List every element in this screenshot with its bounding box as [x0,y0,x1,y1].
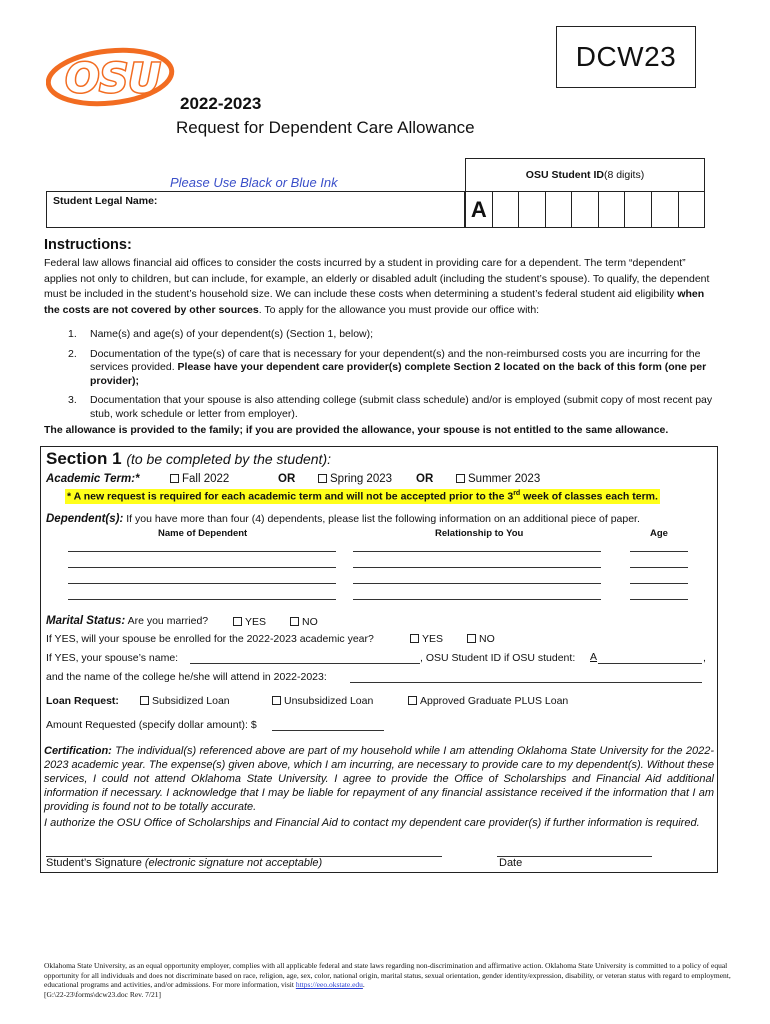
list-text: Name(s) and age(s) of your dependent(s) (Section 1, below); [90,328,374,340]
dependent-name-line[interactable] [68,567,336,568]
spouse-id-label: , OSU Student ID if OSU student: [420,652,576,664]
list-item [68,394,718,421]
list-text: Documentation of the type(s) of care that is necessary for your dependent(s) and the non-reimbursed costs you are incurring for the services provided. [90,347,701,373]
dependent-name-line[interactable] [68,583,336,584]
student-id-digit[interactable] [599,192,626,228]
student-id-digit[interactable] [652,192,679,228]
married-question: Are you married? [125,615,209,627]
footer-text: Oklahoma State University, as an equal opportunity employer, complies with all applicable federal and state laws regarding non-discrimination and affirmative action. Oklahoma State University is committed to a policy of equal opportunity for all individuals and does not discriminate based on race, religion, age, sex, color, national origin, marital status, sexual orientation, gender identity/expression, disability, or veteran status with regard to employment, educational programs and activities, and/or admissions. For more information, visit [44,961,731,990]
date-label: Date [499,857,523,869]
osu-logo [46,46,180,110]
signature-label: Student’s Signature [46,857,142,869]
column-header-age: Age [650,528,668,539]
eeo-link[interactable]: https://eeo.okstate.edu [295,980,363,990]
page-title: Request for Dependent Care Allowance [176,118,475,137]
term-label: Fall 2022 [182,473,230,485]
allowance-note: The allowance is provided to the family; if you are provided the allowance, your spouse is not entitled to the same allowance. [44,424,669,436]
dependent-name-line[interactable] [68,551,336,552]
student-id-digit[interactable] [625,192,652,228]
comma-mark: , [703,652,706,664]
spouse-id-prefix: A [590,651,598,663]
list-item [68,348,718,389]
section-1-heading: Section 1 [46,449,122,468]
list-text-bold: Please have your dependent care provider(s) complete Section 2 located on the back of this form (one per provider); [90,361,707,387]
dependent-age-line[interactable] [630,551,688,552]
married-no-option[interactable] [290,616,318,628]
checkbox-icon[interactable] [290,617,299,626]
logo-text: OSU [65,56,161,102]
checkbox-icon[interactable] [233,617,242,626]
dependent-relationship-line[interactable] [353,583,601,584]
dependent-age-line[interactable] [630,583,688,584]
section-1-subtitle: (to be completed by the student): [126,451,332,467]
signature-label-row [46,857,322,869]
marital-status-label: Marital Status: [46,615,126,627]
student-name-label: Student Legal Name: [53,195,158,207]
student-id-digit[interactable] [519,192,546,228]
term-label: Summer 2023 [468,473,541,485]
term-option-summer[interactable] [456,473,540,485]
checkbox-icon[interactable] [318,474,327,483]
ink-notice: Please Use Black or Blue Ink [170,175,338,190]
checkbox-icon[interactable] [170,474,179,483]
term-option-spring[interactable] [318,473,392,485]
instructions-text-1: Federal law allows financial aid offices to consider the costs incurred by a student in providing care for a dependent. The term “dependent” applies not only to children, but can include, for example, an elderly or disabled adult (including the student’s spouse). To qualify, the dependent must be included in the student’s household size. We can include these costs when determining a student’s federal student aid eligibility [44,257,710,300]
list-number: 3. [68,394,77,406]
student-id-field[interactable] [465,158,705,228]
file-reference: [G:\22-23\forms\dcw23.doc Rev. 7/21] [44,989,161,999]
list-text: Documentation that your spouse is also attending college (submit class schedule) and/or is employed (submit copy of most recent pay stub, work schedule or letter from employer). [90,394,713,420]
marital-status-row [46,615,208,627]
term-notice-text-end: week of classes each term. [520,490,658,503]
section-1-title [46,449,331,469]
list-number: 1. [68,328,77,340]
student-id-label: OSU Student ID [525,169,604,181]
instructions-heading: Instructions: [44,237,132,253]
instructions-paragraph [44,256,712,318]
list-number: 2. [68,347,77,360]
checkbox-icon[interactable] [456,474,465,483]
term-notice-text: * A new request is required for each academic term and will not be accepted prior to the 3 [67,490,514,503]
loan-label: Unsubsidized Loan [284,695,374,707]
certification-label: Certification: [44,745,112,757]
dependent-name-line[interactable] [68,599,336,600]
student-id-digit[interactable] [546,192,573,228]
student-id-digit[interactable] [679,192,705,228]
college-label: and the name of the college he/she will attend in 2022-2023: [46,671,327,683]
spouse-enrolled-question: If YES, will your spouse be enrolled for the 2022-2023 academic year? [46,633,374,645]
no-label: NO [302,616,318,628]
loan-option-subsidized[interactable] [140,695,230,707]
student-name-field[interactable] [46,191,465,228]
checkbox-icon[interactable] [272,696,281,705]
term-label: Spring 2023 [330,473,393,485]
term-notice-sup: rd [513,490,521,497]
checkbox-icon[interactable] [140,696,149,705]
form-year: 2022-2023 [180,94,262,113]
student-id-digit[interactable] [572,192,599,228]
student-id-header [466,159,704,192]
student-id-prefix: A [466,192,493,228]
form-code: DCW23 [556,26,696,88]
dependent-relationship-line[interactable] [353,567,601,568]
spouse-name-label: If YES, your spouse’s name: [46,652,179,664]
dependents-instruction [46,513,640,525]
student-id-label-digits: (8 digits) [603,169,645,181]
spouse-enrolled-yes-option[interactable] [410,633,443,645]
college-line[interactable] [350,682,702,683]
amount-label: Amount Requested (specify dollar amount): $ [46,719,257,731]
loan-option-grad-plus[interactable] [408,695,568,707]
checkbox-icon[interactable] [408,696,417,705]
footer-disclaimer [44,961,734,999]
signature-note: (electronic signature not acceptable) [141,857,323,869]
column-header-name: Name of Dependent [158,528,248,539]
or-label: OR [278,473,296,485]
term-notice [65,489,660,504]
loan-label: Subsidized Loan [152,695,230,707]
loan-request-label: Loan Request: [46,695,119,707]
spouse-enrolled-no-option[interactable] [467,633,495,645]
or-label: OR [416,473,434,485]
column-header-relationship: Relationship to You [435,528,524,539]
list-item [68,328,718,342]
yes-label: YES [245,616,267,628]
loan-option-unsubsidized[interactable] [272,695,373,707]
requirements-list [68,328,718,427]
certification-body: The individual(s) referenced above are part of my household while I am attending Oklahoma State University for the 2022-2023 academic year. The expense(s) given above, which I am incurring, are necessary to provide care to my dependent(s). Without these services, I could not attend Oklahoma State University. I agree to provide the Office of Scholarships and Financial Aid additional information if necessary. I acknowledge that I may be liable for repayment of any financial assistance received if the information that I am providing is found not to be totally accurate. [44,745,714,813]
spouse-id-line[interactable] [598,663,702,664]
dependents-label: Dependent(s): [46,513,124,525]
term-option-fall[interactable] [170,473,229,485]
yes-label: YES [422,633,444,645]
dependent-relationship-line[interactable] [353,599,601,600]
checkbox-icon[interactable] [467,634,476,643]
spouse-name-line[interactable] [190,663,420,664]
loan-label: Approved Graduate PLUS Loan [420,695,569,707]
footer-period: . [362,980,365,990]
dependent-relationship-line[interactable] [353,551,601,552]
dependent-age-line[interactable] [630,567,688,568]
amount-line[interactable] [272,730,384,731]
married-yes-option[interactable] [233,616,266,628]
instructions-text-2: . To apply for the allowance you must provide our office with: [258,303,540,316]
authorization-text: I authorize the OSU Office of Scholarships and Financial Aid to contact my dependent care provider(s) if further information is required. [44,817,700,829]
student-id-digit[interactable] [493,192,520,228]
dependents-text: If you have more than four (4) dependents, please list the following information on an additional piece of paper. [123,513,640,525]
academic-term-label: Academic Term:* [46,473,140,485]
instructions-emphasis: when the costs are not covered by other sources [44,288,705,316]
dependent-age-line[interactable] [630,599,688,600]
checkbox-icon[interactable] [410,634,419,643]
certification-text [44,744,714,814]
no-label: NO [479,633,495,645]
